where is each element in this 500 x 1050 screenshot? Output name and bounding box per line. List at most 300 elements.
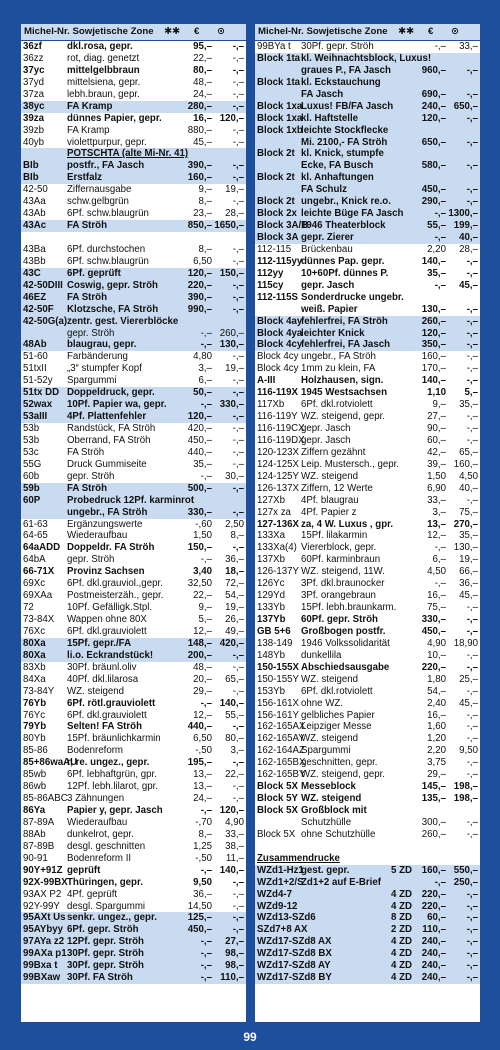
price-mint: 240,– — [421, 972, 446, 984]
price-mint: 330,– — [421, 614, 446, 625]
stamp-number: 53b — [23, 423, 40, 434]
stamp-number: 55G — [23, 458, 42, 470]
description: Randstück, FA Ströh — [67, 423, 156, 434]
price-mint: 35,– — [193, 458, 212, 470]
stamp-number: 76Yc — [23, 709, 46, 721]
stamp-number: 126-137X — [257, 482, 300, 494]
price-mint: 5,– — [198, 614, 212, 625]
description: mittelsiena, gepr. — [67, 76, 141, 88]
price-mint: -,– — [200, 948, 212, 960]
table-row — [255, 459, 480, 471]
price-used: -,– — [232, 243, 244, 255]
price-used: 49,– — [225, 625, 244, 637]
stamp-number: Block 2t — [257, 172, 295, 184]
description: kl. Knick, stumpfe — [301, 148, 384, 160]
stamp-number: Block 3A/B — [257, 220, 309, 232]
description: Großblock mit — [301, 805, 367, 816]
description: weiß. Papier — [301, 303, 358, 315]
stamp-number: 86Ya — [23, 805, 46, 816]
description: 6Pf. geprüft — [67, 267, 121, 279]
stamp-number: 43Ba — [23, 243, 46, 255]
stamp-number: Block 1xb — [257, 124, 303, 136]
stamp-number: 48Ab — [23, 339, 47, 351]
price-mint: 390,– — [187, 160, 212, 172]
stamp-number: 51-52y — [23, 375, 53, 387]
price-used: -,– — [232, 757, 244, 769]
description: zentr. gest. Viererblöcke — [67, 315, 179, 327]
price-mint: 990,– — [187, 303, 212, 315]
stamp-number: 76Yb — [23, 697, 47, 709]
price-used: -,– — [466, 363, 478, 375]
stamp-number: 156-161Y — [257, 709, 300, 721]
table-row — [21, 351, 246, 363]
description: 30Pf. gepr. Ströh — [301, 41, 374, 52]
price-used: 40,– — [459, 232, 478, 243]
stamp-number: WZd1-Hz1 — [257, 864, 304, 876]
price-mint: 220,– — [421, 900, 446, 912]
price-used: -,– — [232, 781, 244, 793]
price-mint: 1,10 — [427, 387, 446, 399]
price-used: -,– — [466, 661, 478, 673]
price-mint: -,– — [434, 41, 446, 52]
price-mint: 200,– — [187, 649, 212, 661]
price-used: -,– — [466, 709, 478, 721]
stamp-number: WZd17-SZd8 AX — [257, 936, 332, 948]
price-mint: 450,– — [187, 434, 212, 446]
stamp-number: 43Aa — [23, 196, 46, 208]
description: WZ. steigend — [301, 733, 359, 745]
price-used: 36,– — [459, 578, 478, 590]
stamp-number: 85-86 — [23, 745, 48, 757]
table-row — [255, 507, 480, 519]
stamp-number: 112-115S — [257, 291, 298, 303]
price-used: 45,– — [459, 590, 478, 602]
table-row — [255, 542, 480, 554]
price-used: -,– — [232, 542, 244, 554]
price-mint: 160,– — [421, 351, 446, 363]
price-used: -,– — [232, 446, 244, 458]
price-mint: 75,– — [427, 602, 446, 614]
table-row — [21, 530, 246, 542]
table-row — [21, 865, 246, 877]
price-used: -,– — [466, 757, 478, 769]
table-row — [255, 375, 480, 387]
table-row — [21, 304, 246, 316]
price-used: -,– — [466, 423, 478, 434]
price-mint: 260,– — [421, 828, 446, 840]
description: Wiederaufbau — [67, 816, 128, 828]
stamp-number: 36zz — [23, 52, 44, 64]
description: ungebr., Knick re.o. — [301, 196, 391, 208]
table-row — [255, 495, 480, 507]
price-used: 120,– — [219, 112, 244, 124]
table-row — [255, 817, 480, 829]
price-mint: 120,– — [421, 112, 446, 124]
price-used: -,– — [232, 888, 244, 900]
table-row — [255, 578, 480, 590]
price-used: 45,– — [459, 279, 478, 291]
stamp-number: 116-119DX — [257, 434, 305, 446]
description: r, re. ungez., gepr. — [67, 757, 150, 769]
price-used: -,– — [466, 136, 478, 148]
price-used: -,– — [466, 924, 478, 936]
table-row — [21, 256, 246, 268]
stamp-number: 61-63 — [23, 518, 48, 530]
table-row — [21, 399, 246, 411]
description: kl. Haftstelle — [301, 112, 359, 124]
table-row — [21, 733, 246, 745]
price-mint: -,– — [200, 972, 212, 984]
price-mint: 48,– — [193, 661, 212, 673]
price-mint: 120,– — [187, 267, 212, 279]
price-used: 130,– — [453, 542, 478, 554]
description: 4Pf. blaugrau — [301, 494, 359, 506]
mint-star-icon: ✱✱ — [398, 26, 415, 37]
description: gepr. Ströh — [67, 327, 115, 339]
description: rot, diag. genetzt — [67, 52, 140, 64]
stamp-number: 162-165AX — [257, 721, 306, 733]
price-used: -,– — [232, 136, 244, 148]
description: gepr. Jasch — [301, 423, 351, 434]
stamp-number: 150-155Y — [257, 673, 300, 685]
table-row — [21, 948, 246, 960]
stamp-number: Block 1ta — [257, 52, 301, 64]
table-row — [255, 865, 480, 877]
price-used: 270,– — [453, 518, 478, 530]
stamp-number: 90-91 — [23, 852, 48, 864]
price-used: 9,50 — [459, 745, 478, 757]
stamp-number: 116-119CX — [257, 423, 305, 434]
price-mint: 220,– — [187, 279, 212, 291]
price-used: -,– — [232, 160, 244, 172]
price-used: 19,– — [225, 184, 244, 196]
price-mint: 4,90 — [427, 637, 446, 649]
table-row — [255, 244, 480, 256]
stamp-number: 99BYa t — [257, 41, 291, 52]
stamp-number: 80Xa — [23, 637, 46, 649]
table-row — [255, 483, 480, 495]
table-row — [21, 614, 246, 626]
stamp-number: 112yy — [257, 267, 284, 279]
table-row — [21, 542, 246, 554]
price-mint: 13,– — [193, 769, 212, 781]
description: Bodenreform — [67, 745, 124, 757]
price-mint: 60,– — [427, 912, 446, 924]
table-row — [255, 160, 480, 172]
description: Probedruck 12Pf. karminrot — [67, 494, 195, 506]
table-row — [21, 268, 246, 280]
stamp-number: 69XAa — [23, 590, 53, 602]
table-row — [21, 89, 246, 101]
table-row — [255, 554, 480, 566]
price-mint: 1,20 — [427, 733, 446, 745]
stamp-number: 150-155X — [257, 661, 300, 673]
stamp-number: 72 — [23, 602, 34, 614]
description: Klotzsche, FA Ströh — [67, 303, 159, 315]
description: geprüft — [67, 864, 101, 876]
stamp-number: 124-125Y — [257, 470, 300, 482]
description: 6Pf. schw.blaugrün — [67, 255, 149, 267]
price-used: 35,– — [459, 399, 478, 411]
description: fehlerfrei, FA Ströh — [301, 315, 388, 327]
price-used: -,– — [466, 828, 478, 840]
price-mint: 220,– — [421, 888, 446, 900]
description: Druck Gummiseite — [67, 458, 147, 470]
price-used: -,– — [232, 482, 244, 494]
stamp-number: 53c — [23, 446, 39, 458]
stamp-number: 97AYa z2 — [23, 936, 65, 948]
description: Ziffern gezähnt — [301, 446, 366, 458]
stamp-number: 162-165BX — [257, 757, 306, 769]
price-mint: 440,– — [187, 446, 212, 458]
description: Doppeldruck, gepr. — [67, 387, 155, 399]
table-row — [21, 721, 246, 733]
unit: 2 ZD — [391, 924, 412, 936]
table-row — [255, 650, 480, 662]
description: Ziffernausgabe — [67, 184, 132, 196]
table-row — [21, 244, 246, 256]
stamp-number: 162-165AY — [257, 733, 305, 745]
table-row — [255, 125, 480, 137]
stamp-number: 85-86ABC — [23, 793, 68, 805]
stamp-number: Block 3A — [257, 232, 299, 243]
price-mint: -,– — [200, 864, 212, 876]
header-title: Michel-Nr. Sowjetische Zone — [24, 26, 154, 37]
description: postfr., FA Jasch — [67, 160, 145, 172]
table-row — [21, 578, 246, 590]
stamp-number: 95AYbyy — [23, 924, 64, 936]
price-mint: 24,– — [193, 88, 212, 100]
price-mint: -,– — [434, 208, 446, 220]
table-row — [255, 196, 480, 208]
table-row — [21, 590, 246, 602]
table-row — [255, 351, 480, 363]
stamp-number: 138-149 — [257, 637, 293, 649]
price-mint: 50,– — [193, 387, 212, 399]
price-used: 55,– — [225, 709, 244, 721]
table-row — [255, 137, 480, 149]
price-used: -,– — [466, 769, 478, 781]
description: 12Pf. lebh.lilarot, gpr. — [67, 781, 159, 793]
stamp-number: 79Yb — [23, 721, 47, 733]
stamp-number: 52wax — [23, 399, 53, 411]
table-row — [21, 650, 246, 662]
table-row — [21, 339, 246, 351]
price-mint: 9,– — [432, 399, 446, 411]
stamp-number: Block 5X — [257, 805, 298, 816]
description: ohne Schutzhülle — [301, 828, 376, 840]
description: za, 4 W. Luxus , gpr. — [301, 518, 394, 530]
price-used: -,– — [466, 375, 478, 387]
stamp-number: Block 1xa — [257, 112, 303, 124]
stamp-number: 40yb — [23, 136, 45, 148]
price-used: -,– — [466, 303, 478, 315]
table-row — [255, 960, 480, 972]
price-used: -,– — [466, 339, 478, 351]
price-used: -,– — [466, 602, 478, 614]
stamp-number: 53aIII — [23, 411, 48, 423]
price-used: 33,– — [225, 828, 244, 840]
table-row — [21, 769, 246, 781]
price-used: 98,– — [225, 960, 244, 972]
description: Viererblock, gepr. — [301, 542, 377, 554]
stamp-number: 42-50F — [23, 303, 54, 315]
stamp-number: 64bA — [23, 554, 46, 566]
description: gepr. Jasch — [301, 434, 351, 446]
price-mint: 420,– — [187, 423, 212, 434]
price-used: -,– — [232, 900, 244, 912]
price-mint: -,– — [200, 697, 212, 709]
description: Doppeldr. FA Ströh — [67, 542, 155, 554]
stamp-number: 86wb — [23, 781, 47, 793]
price-used: 66,– — [459, 566, 478, 578]
price-mint: -,60 — [195, 518, 212, 530]
table-row — [21, 924, 246, 936]
price-used: -,– — [232, 255, 244, 267]
price-used: 420,– — [219, 637, 244, 649]
stamp-number: 84Xa — [23, 673, 46, 685]
stamp-number: 124-125X — [257, 458, 300, 470]
stamp-number: 43Ab — [23, 208, 46, 220]
stamp-number: Block 2x — [257, 208, 297, 220]
stamp-number: 76Xc — [23, 625, 46, 637]
description: leichte Büge FA Jasch — [301, 208, 404, 220]
price-mint: 1,80 — [427, 673, 446, 685]
stamp-number: 127-136X — [257, 518, 300, 530]
stamp-number: WZd4-7 — [257, 888, 292, 900]
description: Papier y, gepr. Jasch — [67, 805, 163, 816]
stamp-number: 112-115 — [257, 243, 292, 255]
price-used: 27,– — [225, 936, 244, 948]
price-used: -,– — [466, 327, 478, 339]
table-row — [255, 184, 480, 196]
table-row — [21, 793, 246, 805]
price-used: 35,– — [459, 530, 478, 542]
price-used: -,– — [466, 434, 478, 446]
description: 15Pf. gepr./FA — [67, 637, 132, 649]
price-used: -,– — [232, 279, 244, 291]
description: 6Pf. gepr. Ströh — [67, 924, 139, 936]
price-mint: 12,– — [193, 709, 212, 721]
stamp-number: 38yc — [23, 100, 45, 112]
price-used: -,– — [232, 423, 244, 434]
price-mint: 145,– — [421, 781, 446, 793]
description: Luxus! FB/FA Jasch — [301, 100, 394, 112]
stamp-number: 53b — [23, 434, 40, 446]
table-row — [255, 292, 480, 304]
description: 30Pf. gepr. Ströh — [67, 960, 144, 972]
price-used: 1300,– — [448, 208, 478, 220]
price-mint: 8,– — [198, 828, 212, 840]
price-mint: 4,80 — [193, 351, 212, 363]
stamp-number: Block 2t — [257, 196, 295, 208]
table-row — [255, 912, 480, 924]
price-mint: 240,– — [421, 100, 446, 112]
price-used: -,– — [232, 41, 244, 52]
stamp-number: 80Yb — [23, 733, 46, 745]
price-mint: 960,– — [421, 64, 446, 76]
description: 6Pf. dkl.rotviolett — [301, 685, 373, 697]
price-used: -,– — [466, 685, 478, 697]
table-row — [21, 435, 246, 447]
column-header — [255, 24, 480, 41]
stamp-number: WZd1+2/S — [257, 876, 304, 888]
price-mint: 29,– — [427, 769, 446, 781]
price-mint: 150,– — [187, 542, 212, 554]
table-row — [255, 172, 480, 184]
price-used: 19,– — [225, 363, 244, 375]
table-row — [21, 184, 246, 196]
price-used: -,– — [466, 900, 478, 912]
price-mint: 3,– — [432, 506, 446, 518]
price-mint: 6,50 — [193, 255, 212, 267]
table-row — [255, 471, 480, 483]
price-mint: 3,– — [198, 363, 212, 375]
stamp-number: 39zb — [23, 124, 45, 136]
price-used: 19,– — [459, 554, 478, 566]
price-used: 38,– — [225, 840, 244, 852]
price-mint: 12,– — [427, 530, 446, 542]
price-mint: 1,25 — [193, 840, 212, 852]
unit: 4 ZD — [391, 972, 412, 984]
description: violettpurpur, gepr. — [67, 136, 147, 148]
description: Farbänderung — [67, 351, 128, 363]
stamp-number: WZd17-SZd8 BY — [257, 972, 332, 984]
table-row — [255, 280, 480, 292]
price-mint: 80,– — [193, 64, 212, 76]
table-row — [21, 566, 246, 578]
price-used: 330,– — [219, 399, 244, 411]
price-used: -,– — [232, 172, 244, 184]
header-title: Michel-Nr. Sowjetische Zone — [258, 26, 388, 37]
table-row — [21, 805, 246, 817]
price-mint: 6,– — [432, 554, 446, 566]
price-used: -,– — [232, 458, 244, 470]
table-row — [21, 53, 246, 65]
table-row — [255, 339, 480, 351]
price-mint: 6,90 — [427, 482, 446, 494]
table-row — [255, 256, 480, 268]
unit: 4 ZD — [391, 948, 412, 960]
stamp-number: 39za — [23, 112, 45, 124]
price-mint: 350,– — [421, 339, 446, 351]
price-used: -,– — [466, 494, 478, 506]
stamp-number: 64-65 — [23, 530, 48, 542]
price-mint: 1,50 — [427, 470, 446, 482]
description: 10Pf. Gefälligk.Stpl. — [67, 602, 153, 614]
price-used: -,– — [232, 793, 244, 805]
stamp-number: Zusammendrucke — [257, 852, 340, 864]
price-used: 28,– — [459, 243, 478, 255]
price-mint: 450,– — [187, 924, 212, 936]
price-mint: 330,– — [187, 506, 212, 518]
price-used: -,– — [232, 52, 244, 64]
price-mint: -,– — [200, 399, 212, 411]
description: 3 Zähnungen — [67, 793, 125, 805]
price-used: -,– — [232, 661, 244, 673]
description: FA Ströh — [67, 291, 108, 303]
table-row — [255, 757, 480, 769]
price-used: 33,– — [459, 41, 478, 52]
stamp-number: 148Yb — [257, 649, 286, 661]
stamp-number: 137Xb — [257, 554, 286, 566]
description: dunkellila — [301, 649, 342, 661]
price-mint: -,– — [434, 232, 446, 243]
stamp-number: 99Bxa t — [23, 960, 58, 972]
price-mint: 260,– — [421, 315, 446, 327]
table-row — [21, 781, 246, 793]
description: Wiederaufbau — [67, 530, 128, 542]
